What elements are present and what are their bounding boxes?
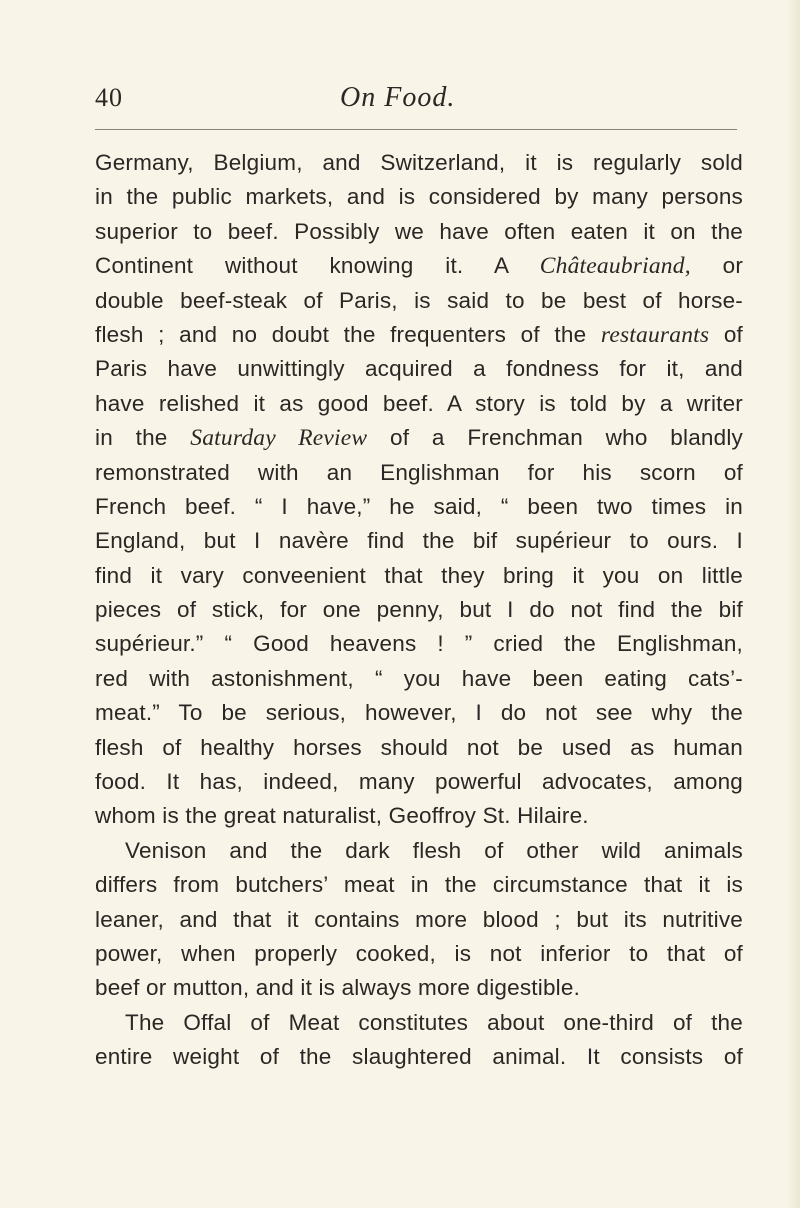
text-segment: French beef. “ I have,” he said, “ been two times in <box>95 493 743 519</box>
text-segment: in the public markets, and is considered by many persons <box>95 184 743 210</box>
text-line <box>95 1006 743 1040</box>
text-line <box>95 834 743 868</box>
running-title: On Food. <box>340 82 456 113</box>
text-segment: Paris have unwittingly acquired a fondness for it, and <box>95 356 743 382</box>
page-header <box>95 78 737 118</box>
text-segment: of a Frenchman who blandly <box>367 425 743 451</box>
text-segment: of <box>709 321 743 347</box>
text-segment: flesh of healthy horses should not be used as human <box>95 734 743 760</box>
text-line <box>95 937 743 971</box>
text-line <box>95 180 743 214</box>
text-segment: flesh ; and no doubt the frequenters of the <box>95 321 601 347</box>
text-line <box>95 903 743 937</box>
text-segment: pieces of stick, for one penny, but I do not find the bif <box>95 597 743 623</box>
text-line <box>95 284 743 318</box>
text-line <box>95 559 743 593</box>
text-line <box>95 249 743 283</box>
text-line <box>95 1040 743 1074</box>
body-text <box>95 146 743 1075</box>
text-segment: superior to beef. Possibly we have often eaten it on the <box>95 218 743 244</box>
text-segment: or <box>690 253 744 279</box>
text-line <box>95 318 743 352</box>
text-segment: The Offal of Meat constitutes about one-third of the <box>125 1009 743 1035</box>
text-line <box>95 799 743 833</box>
text-line <box>95 971 743 1005</box>
text-segment: supérieur.” “ Good heavens ! ” cried the Englishman, <box>95 631 743 657</box>
text-line <box>95 765 743 799</box>
text-line <box>95 627 743 661</box>
italic-phrase: Saturday Review <box>190 425 368 452</box>
text-segment: whom is the great naturalist, Geoffroy St. Hilaire. <box>95 803 589 829</box>
text-line <box>95 662 743 696</box>
text-line <box>95 696 743 730</box>
text-segment: beef or mutton, and it is always more digestible. <box>95 975 581 1001</box>
text-line <box>95 387 743 421</box>
text-segment: remonstrated with an Englishman for his scorn of <box>95 459 743 485</box>
page-number: 40 <box>95 83 123 112</box>
page-edge-shadow <box>786 0 800 1208</box>
text-line <box>95 352 743 386</box>
text-segment: leaner, and that it contains more blood ; but its nutritive <box>95 906 743 932</box>
text-line <box>95 421 743 455</box>
text-line <box>95 593 743 627</box>
header-rule <box>95 129 737 130</box>
italic-phrase: restaurants <box>600 321 710 348</box>
text-line <box>95 731 743 765</box>
text-segment: England, but I navère find the bif supérieur to ours. I <box>95 528 743 554</box>
text-line <box>95 456 743 490</box>
text-line <box>95 868 743 902</box>
text-line <box>95 215 743 249</box>
text-line <box>95 524 743 558</box>
text-line <box>95 490 743 524</box>
text-line <box>95 146 743 180</box>
text-segment: find it vary conveenient that they bring it you on little <box>95 562 743 588</box>
text-segment: in the <box>95 425 191 451</box>
text-segment: red with astonishment, “ you have been eating cats’- <box>95 665 743 691</box>
text-segment: entire weight of the slaughtered animal. It consists of <box>95 1044 743 1070</box>
text-segment: meat.” To be serious, however, I do not see why the <box>95 700 743 726</box>
italic-phrase: Châteaubriand, <box>539 253 691 280</box>
text-segment: food. It has, indeed, many powerful advocates, among <box>95 769 743 795</box>
text-segment: double beef-steak of Paris, is said to be best of horse- <box>95 287 743 313</box>
text-segment: Germany, Belgium, and Switzerland, it is regularly sold <box>95 150 743 175</box>
text-segment: have relished it as good beef. A story is told by a writer <box>95 390 743 416</box>
text-segment: power, when properly cooked, is not inferior to that of <box>95 940 743 966</box>
text-segment: Venison and the dark flesh of other wild animals <box>125 837 743 863</box>
text-segment: differs from butchers’ meat in the circumstance that it is <box>95 872 743 898</box>
text-segment: Continent without knowing it. A <box>95 253 540 279</box>
